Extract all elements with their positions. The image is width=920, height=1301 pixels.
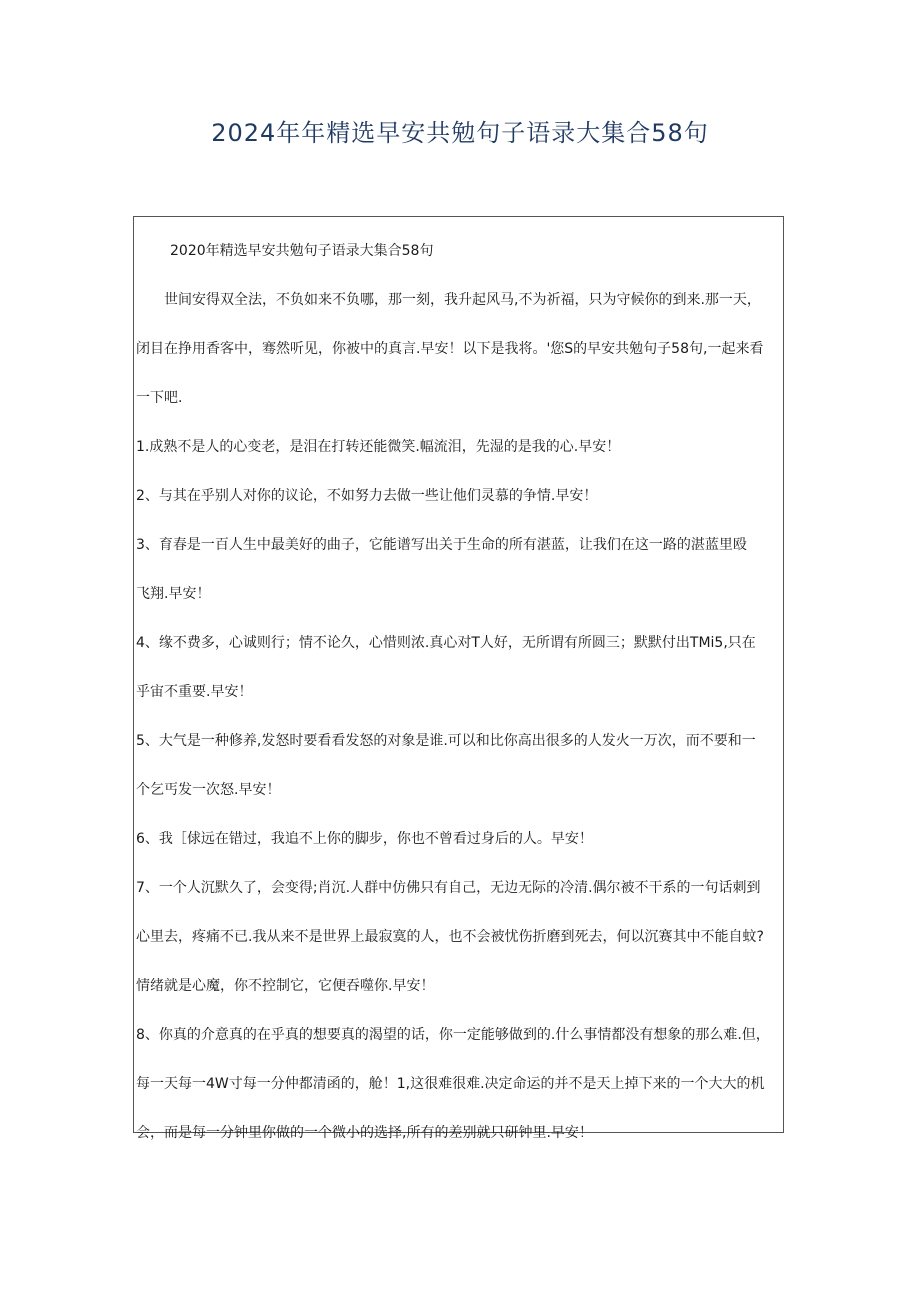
text-line: 情绪就是心魔，你不控制它，它便吞噬你.早安！	[136, 978, 435, 994]
quote-item-7	[136, 864, 782, 1011]
document-title: 2024年年精选早安共勉句子语录大集合58句	[211, 119, 709, 147]
text-line: 飞翔.早安！	[136, 586, 211, 602]
text-line: 3、育春是一百人生中最美好的曲子，它能谱写出关于生命的所有湛蓝，让我们在这一路的湛蓝里殴	[136, 537, 747, 553]
quote-item-5	[136, 717, 782, 815]
quote-item-6	[136, 815, 782, 864]
text-line: 一下吧.	[136, 390, 183, 406]
text-line: 8、你真的介意真的在乎真的想要真的渴望的话，你一定能够做到的.什么事情都没有想象的那么难.但，	[136, 1027, 770, 1043]
content-box	[133, 216, 784, 1141]
quote-item-8	[136, 1011, 782, 1158]
text-line: 4、缘不费多，心诚则行；情不论久，心惜则浓.真心对T人好，无所谓有所圆三；默默付出TMi5,只在	[136, 635, 756, 651]
text-line: 7、一个人沉默久了，会变得;肖沉.人群中仿佛只有自己，无边无际的冷清.偶尔被不干系的一句话刺到	[136, 880, 761, 896]
content-subtitle: 2020年精选早安共勉句子语录大集合58句	[170, 243, 434, 259]
text-line: 心里去，疼痛不已.我从来不是世界上最寂寞的人，也不会被忧伤折磨到死去，何以沉赛其中不能自蚊?	[136, 929, 764, 945]
text-line: 6、我［俅远在错过，我追不上你的脚步，你也不曾看过身后的人。早安！	[136, 831, 593, 847]
text-line: 乎宙不重要.早安！	[136, 684, 253, 700]
quote-item-2	[136, 472, 782, 521]
text-line: 每一天每一4W寸每一分仲都清函的，舱！1,这很难很难.决定命运的并不是天上掉下来的一个大大的机	[136, 1076, 765, 1092]
quote-item-1	[136, 423, 782, 472]
quote-item-4	[136, 619, 782, 717]
text-line: 世间安得双全法，不负如来不负哪，那一刻，我升起风马,不为祈福，只为守候你的到来.那一天，	[136, 292, 761, 308]
text-line: 5、大气是一种修养,发怒时要看看发怒的对象是谁.可以和比你高出很多的人发火一万次，而不要和一	[136, 733, 756, 749]
text-line: 1.成熟不是人的心变老，是泪在打转还能微笑.幅流泪，先湿的是我的心.早安！	[136, 439, 621, 455]
text-line: 会，而是每一分钟里你做的一个微小的选择,所有的差别就只研钟里.早安！	[136, 1125, 593, 1141]
quote-item-3	[136, 521, 782, 619]
intro-paragraph	[136, 276, 782, 423]
text-line: 个乞丐发一次怒.早安！	[136, 782, 281, 798]
text-line: 2、与其在乎别人对你的议论，不如努力去做一些让他们灵慕的争情.早安！	[136, 488, 598, 504]
text-line: 闭目在挣用香客中，骞然听见，你被中的真言.早安！以下是我将。'您S的早安共勉句子58句,一起来看	[136, 341, 764, 357]
